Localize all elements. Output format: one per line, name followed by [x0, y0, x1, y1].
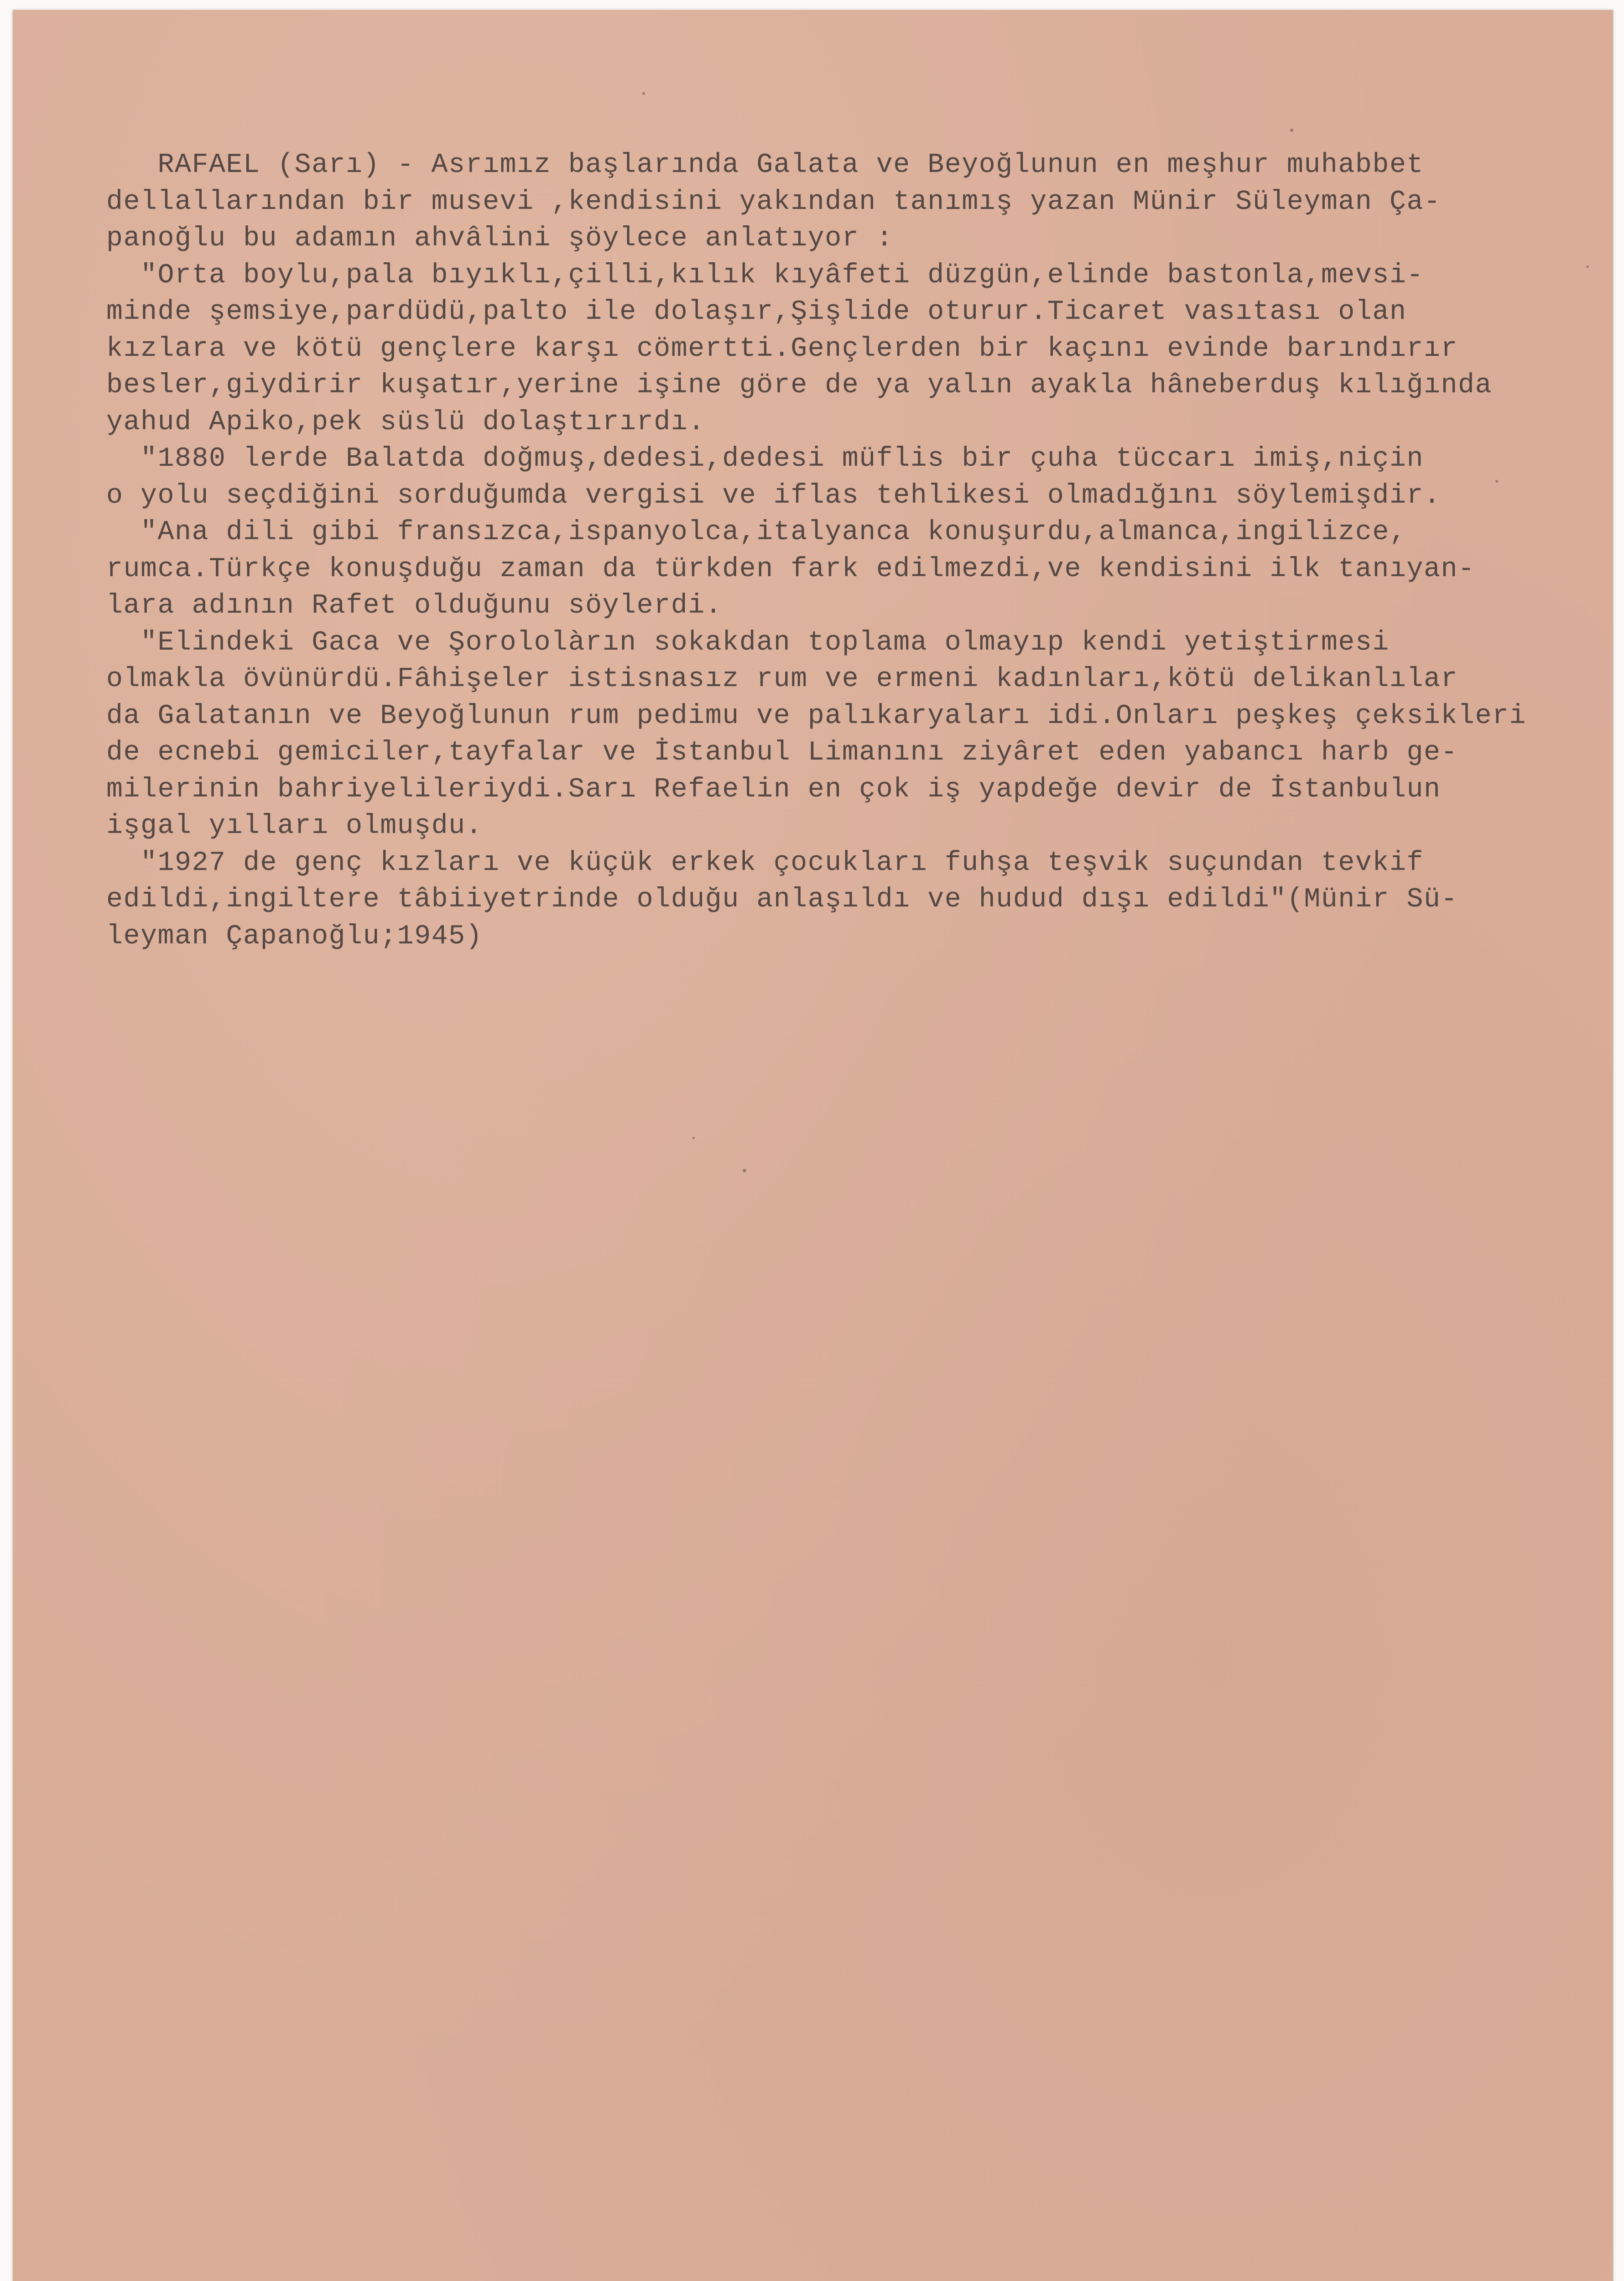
text-line: edildi,ingiltere tâbiiyetrinde olduğu anlaşıldı ve hudud dışı edildi"(Münir Sü-	[106, 884, 1458, 915]
paper-speck	[743, 1169, 746, 1172]
text-line: kızlara ve kötü gençlere karşı cömertti.Gençlerden bir kaçını evinde barındırır	[106, 333, 1458, 365]
text-line: da Galatanın ve Beyoğlunun rum pedimu ve palıkaryaları idi.Onları peşkeş çeksikleri	[106, 700, 1526, 732]
text-line: RAFAEL (Sarı) - Asrımız başlarında Galata ve Beyoğlunun en meşhur muhabbet	[106, 150, 1424, 181]
paper-speck	[692, 1137, 695, 1139]
text-line: dellallarından bir musevi ,kendisini yakından tanımış yazan Münir Süleyman Ça-	[106, 186, 1441, 218]
text-line: işgal yılları olmuşdu.	[106, 811, 483, 842]
text-line: milerinin bahriyelileriydi.Sarı Refaelin en çok iş yapdeğe devir de İstanbulun	[106, 774, 1441, 805]
text-line: olmakla övünürdü.Fâhişeler istisnasız rum ve ermeni kadınları,kötü delikanlılar	[106, 664, 1458, 695]
text-line: lara adının Rafet olduğunu söylerdi.	[106, 590, 723, 621]
text-line: yahud Apiko,pek süslü dolaştırırdı.	[106, 406, 705, 438]
text-line: "Ana dili gibi fransızca,ispanyolca,italyanca konuşurdu,almanca,ingilizce,	[106, 517, 1407, 548]
text-line: "Elindeki Gaca ve Şorololàrın sokakdan toplama olmayıp kendi yetiştirmesi	[106, 627, 1390, 658]
text-line: "1927 de genç kızları ve küçük erkek çocukları fuhşa teşvik suçundan tevkif	[106, 847, 1424, 879]
text-line: o yolu seçdiğini sorduğumda vergisi ve iflas tehlikesi olmadığını söylemişdir.	[106, 480, 1441, 511]
body-text	[106, 147, 1593, 955]
typewritten-page	[13, 10, 1613, 2281]
paper-speck	[1290, 129, 1293, 132]
text-line: de ecnebi gemiciler,tayfalar ve İstanbul Limanını ziyâret eden yabancı harb ge-	[106, 737, 1458, 768]
paper-speck	[642, 92, 645, 95]
text-line: leyman Çapanoğlu;1945)	[106, 921, 483, 952]
text-line: minde şemsiye,pardüdü,palto ile dolaşır,Şişlide oturur.Ticaret vasıtası olan	[106, 297, 1407, 328]
text-line: "1880 lerde Balatda doğmuş,dedesi,dedesi müflis bir çuha tüccarı imiş,niçin	[106, 443, 1424, 474]
text-line: rumca.Türkçe konuşduğu zaman da türkden fark edilmezdi,ve kendisini ilk tanıyan-	[106, 553, 1475, 585]
text-line: besler,giydirir kuşatır,yerine işine göre de ya yalın ayakla hâneberduş kılığında	[106, 370, 1492, 401]
text-line: "Orta boylu,pala bıyıklı,çilli,kılık kıyâfeti düzgün,elinde bastonla,mevsi-	[106, 260, 1424, 291]
text-line: panoğlu bu adamın ahvâlini şöylece anlatıyor :	[106, 223, 894, 254]
